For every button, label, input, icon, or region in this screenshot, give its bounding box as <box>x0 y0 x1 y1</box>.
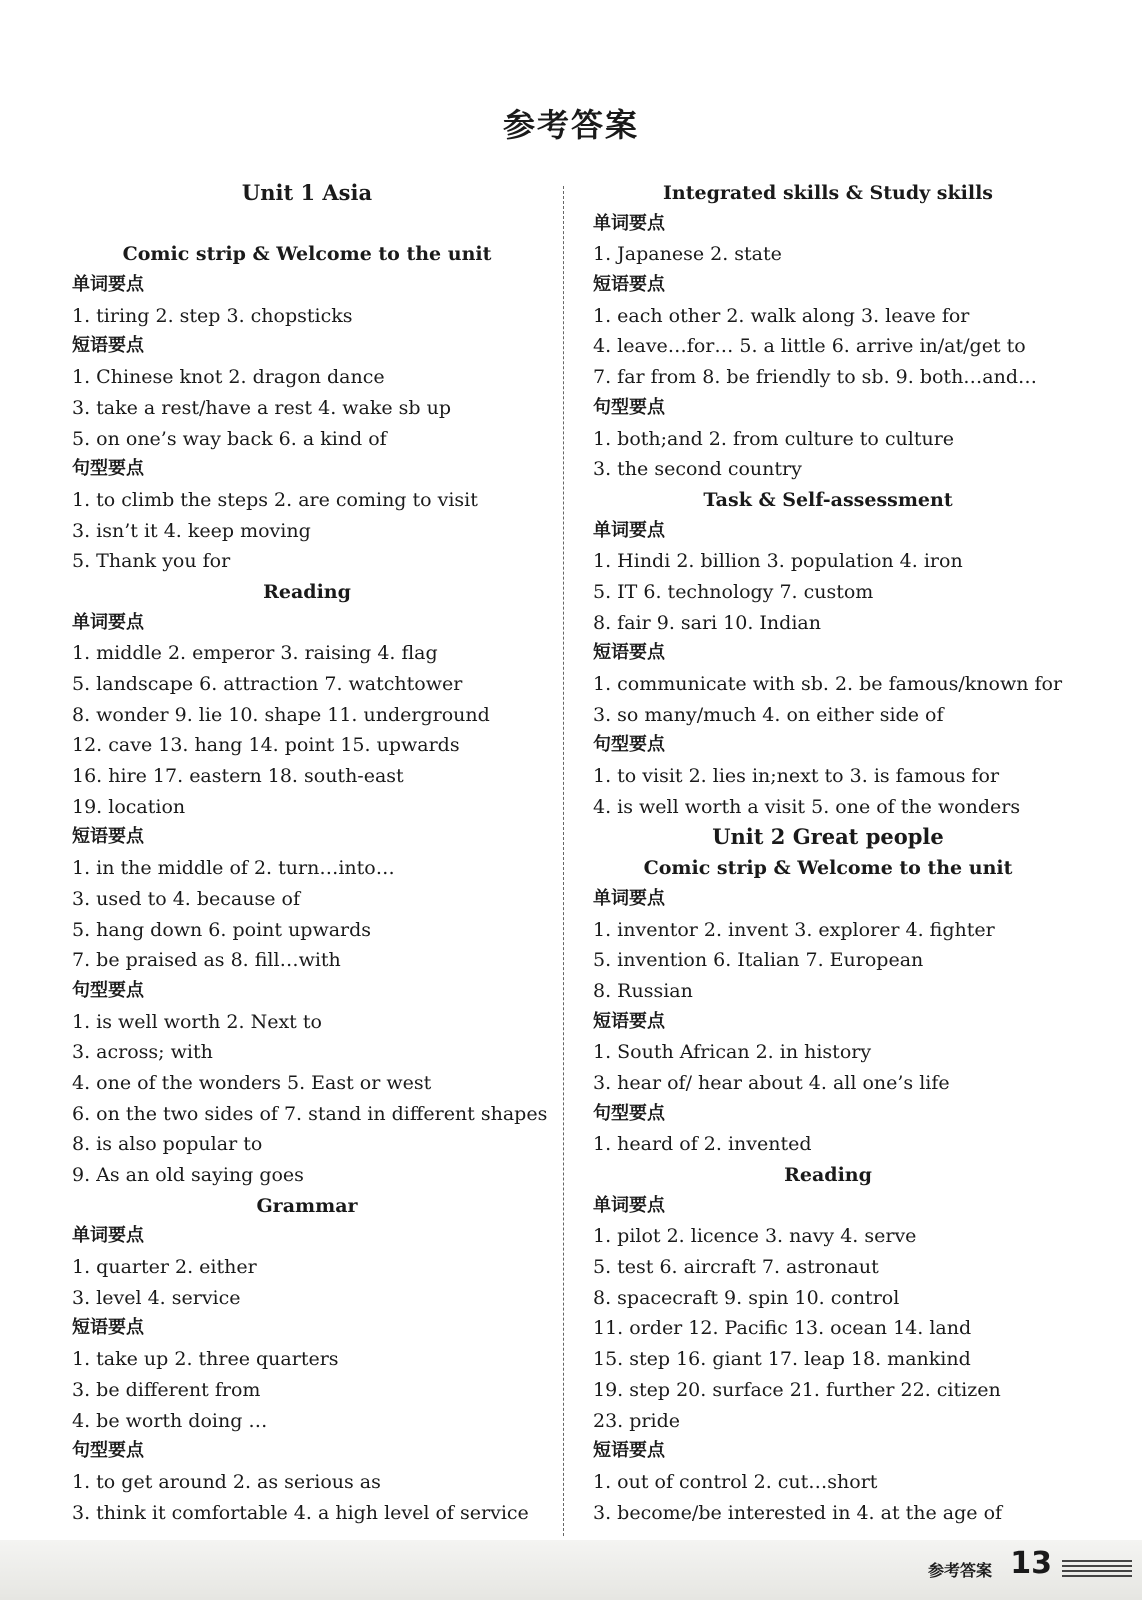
answer-line: 16. hire 17. eastern 18. south-east <box>72 765 404 788</box>
answer-line: 7. be praised as 8. fill…with <box>72 949 341 972</box>
category-label: 单词要点 <box>72 611 144 633</box>
category-label: 句型要点 <box>72 979 144 1001</box>
answer-line: 4. one of the wonders 5. East or west <box>72 1071 432 1094</box>
answer-line: 1. South African 2. in history <box>593 1041 872 1064</box>
answer-line: 8. Russian <box>593 979 693 1002</box>
section-heading: Comic strip & Welcome to the unit <box>643 857 1013 880</box>
section-heading: Reading <box>263 580 351 603</box>
answer-line: 7. far from 8. be friendly to sb. 9. both…and… <box>593 366 1038 389</box>
answer-line: 4. leave…for… 5. a little 6. arrive in/at/get to <box>593 335 1026 358</box>
category-label: 句型要点 <box>593 1102 665 1124</box>
page-title: 参考答案 <box>502 106 639 144</box>
answer-line: 1. to get around 2. as serious as <box>72 1470 381 1493</box>
answer-line: 3. across; with <box>72 1041 213 1064</box>
category-label: 单词要点 <box>593 887 665 909</box>
category-label: 句型要点 <box>593 734 665 756</box>
footer-label: 参考答案 <box>927 1561 992 1580</box>
answer-line: 1. to visit 2. lies in;next to 3. is famous for <box>593 765 1000 788</box>
answer-line: 8. spacecraft 9. spin 10. control <box>593 1286 900 1309</box>
section-heading: Comic strip & Welcome to the unit <box>122 243 492 266</box>
left-column <box>72 178 548 1528</box>
answer-line: 1. quarter 2. either <box>72 1256 257 1279</box>
answer-line: 3. level 4. service <box>72 1286 241 1309</box>
answer-line: 5. test 6. aircraft 7. astronaut <box>593 1256 879 1279</box>
answer-line: 3. isn’t it 4. keep moving <box>72 519 311 542</box>
category-label: 句型要点 <box>72 458 144 480</box>
answer-line: 12. cave 13. hang 14. point 15. upwards <box>72 734 460 757</box>
category-label: 单词要点 <box>72 1225 144 1247</box>
answer-line: 3. hear of/ hear about 4. all one’s life <box>593 1071 950 1094</box>
answer-line: 3. used to 4. because of <box>72 887 300 910</box>
answer-line: 3. be different from <box>72 1378 261 1401</box>
section-heading: Grammar <box>256 1194 358 1217</box>
answer-line: 5. Thank you for <box>72 550 231 573</box>
answer-line: 1. in the middle of 2. turn…into… <box>72 857 395 880</box>
answer-line: 1. middle 2. emperor 3. raising 4. flag <box>72 642 438 665</box>
answer-line: 9. As an old saying goes <box>72 1164 304 1186</box>
page-number: 13 <box>1010 1546 1052 1581</box>
answer-line: 8. wonder 9. lie 10. shape 11. underground <box>72 703 490 726</box>
category-label: 短语要点 <box>593 1010 665 1032</box>
category-label: 短语要点 <box>593 274 665 296</box>
answer-line: 15. step 16. giant 17. leap 18. mankind <box>593 1348 971 1371</box>
answer-line: 23. pride <box>593 1409 680 1432</box>
answer-line: 1. each other 2. walk along 3. leave for <box>593 304 970 327</box>
answer-line: 1. inventor 2. invent 3. explorer 4. fighter <box>593 918 995 941</box>
answer-line: 1. Hindi 2. billion 3. population 4. iron <box>593 550 963 573</box>
category-label: 短语要点 <box>72 1317 144 1339</box>
category-label: 句型要点 <box>593 396 665 418</box>
category-label: 单词要点 <box>593 519 665 541</box>
answer-line: 11. order 12. Pacific 13. ocean 14. land <box>593 1317 972 1340</box>
answer-line: 5. IT 6. technology 7. custom <box>593 580 874 603</box>
answer-line: 5. on one’s way back 6. a kind of <box>72 427 387 450</box>
section-heading: Reading <box>784 1164 872 1186</box>
answer-line: 6. on the two sides of 7. stand in different shapes <box>72 1102 548 1125</box>
answer-line: 3. become/be interested in 4. at the age of <box>593 1501 1003 1524</box>
category-label: 短语要点 <box>593 642 665 664</box>
answer-line: 1. Chinese knot 2. dragon dance <box>72 366 385 389</box>
answer-line: 1. tiring 2. step 3. chopsticks <box>72 304 353 327</box>
answer-line: 3. take a rest/have a rest 4. wake sb up <box>72 396 452 419</box>
category-label: 短语要点 <box>593 1440 665 1462</box>
answer-line: 19. step 20. surface 21. further 22. citizen <box>593 1378 1001 1401</box>
answer-line: 3. so many/much 4. on either side of <box>593 703 944 726</box>
category-label: 短语要点 <box>72 335 144 357</box>
answer-line: 1. both;and 2. from culture to culture <box>593 427 955 450</box>
unit-title: Unit 2 Great people <box>712 824 944 850</box>
answer-line: 1. Japanese 2. state <box>593 243 782 266</box>
right-column <box>593 178 1063 1528</box>
answer-line: 19. location <box>72 795 186 818</box>
footer-rule-lines <box>1062 1560 1132 1578</box>
answer-line: 3. think it comfortable 4. a high level of service <box>72 1501 529 1524</box>
answer-line: 5. hang down 6. point upwards <box>72 918 372 941</box>
answer-line: 3. the second country <box>593 458 802 481</box>
category-label: 单词要点 <box>593 1194 665 1216</box>
section-heading: Integrated skills & Study skills <box>663 182 993 204</box>
answer-line: 1. communicate with sb. 2. be famous/known for <box>593 673 1063 695</box>
answer-line: 1. heard of 2. invented <box>593 1133 812 1156</box>
answer-line: 1. to climb the steps 2. are coming to visit <box>72 488 478 511</box>
category-label: 单词要点 <box>593 212 665 234</box>
answer-line: 8. fair 9. sari 10. Indian <box>593 611 821 634</box>
answer-line: 4. be worth doing … <box>72 1409 268 1432</box>
answer-line: 4. is well worth a visit 5. one of the wonders <box>593 795 1021 818</box>
answer-line: 1. pilot 2. licence 3. navy 4. serve <box>593 1225 917 1248</box>
answer-line: 1. is well worth 2. Next to <box>72 1010 322 1033</box>
section-heading: Task & Self-assessment <box>703 488 953 511</box>
unit-title: Unit 1 Asia <box>241 180 373 205</box>
spacer <box>72 209 542 240</box>
answer-line: 8. is also popular to <box>72 1133 263 1156</box>
answer-line: 1. take up 2. three quarters <box>72 1348 339 1371</box>
column-divider <box>563 186 564 1536</box>
category-label: 单词要点 <box>72 274 144 296</box>
answer-line: 5. invention 6. Italian 7. European <box>593 949 924 972</box>
category-label: 句型要点 <box>72 1440 144 1462</box>
answer-line: 5. landscape 6. attraction 7. watchtower <box>72 673 463 695</box>
answer-line: 1. out of control 2. cut…short <box>593 1470 878 1493</box>
category-label: 短语要点 <box>72 826 144 848</box>
